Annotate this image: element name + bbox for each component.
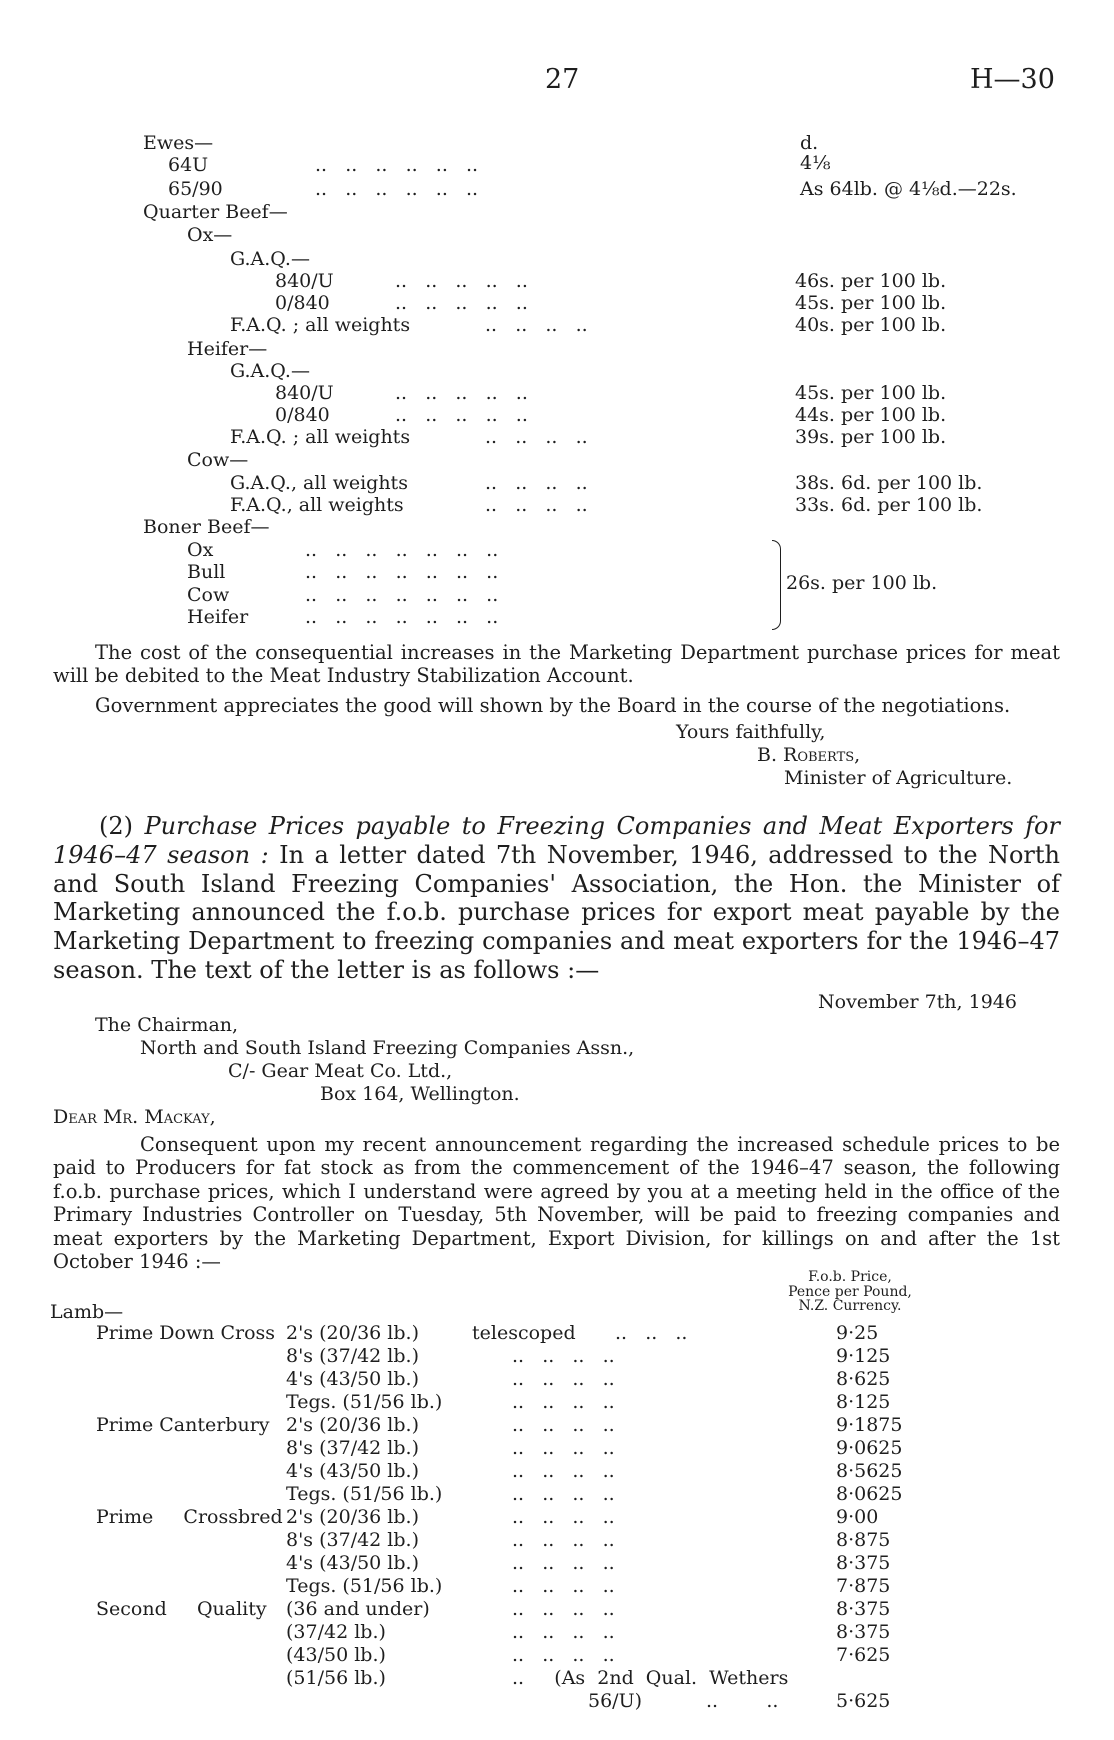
size-label: Tegs. (51/56 lb.) <box>286 1391 443 1413</box>
leader-dots: .. .. .. .. <box>512 1621 615 1643</box>
leader-dots: .. .. .. .. <box>485 494 588 516</box>
ewes-price: As 64lb. @ 4⅛d.—22s. <box>800 178 1017 200</box>
leader-dots: .. .. .. .. .. .. .. <box>305 606 499 628</box>
address-line: North and South Island Freezing Companies Assn., <box>140 1037 635 1059</box>
ewes-grade: 65/90 <box>168 178 223 200</box>
grade-label: F.A.Q. ; all weights <box>230 426 411 448</box>
grade-label: G.A.Q., all weights <box>230 472 408 494</box>
grouping-brace <box>772 540 781 630</box>
grade-label: 0/840 <box>275 404 330 426</box>
size-label: 2's (20/36 lb.) <box>286 1322 419 1344</box>
ewes-label: Ewes— <box>143 132 214 154</box>
size-label: (51/56 lb.) <box>286 1667 386 1689</box>
leader-dots: .. .. .. .. <box>512 1506 615 1528</box>
gaq-label: G.A.Q.— <box>230 248 310 270</box>
section-body: In a letter dated 7th November, 1946, addressed to the North and South Island Freezing Companies' Association, the Hon. the Minister of Marketing announced the f.o.b. purchase prices for export meat payable by the Marketing Department to freezing companies and meat exporters for the 1946–47 season. The text of the letter is as follows :— <box>53 840 1060 984</box>
leader-dots: .. .. .. .. <box>512 1644 615 1666</box>
address-line: Box 164, Wellington. <box>320 1083 520 1105</box>
signature-name: B. Roberts, <box>757 744 861 766</box>
lamb-label: Lamb— <box>50 1301 124 1323</box>
price-value: 9·25 <box>836 1322 879 1344</box>
size-label: 2's (20/36 lb.) <box>286 1414 419 1436</box>
price-value: 9·1875 <box>836 1414 903 1436</box>
price-value: 8·625 <box>836 1368 891 1390</box>
letter-paragraph: Government appreciates the good will shown by the Board in the course of the negotiations. <box>95 694 1011 717</box>
leader-dots: .. .. .. .. <box>512 1391 615 1413</box>
leader-dots: .. .. .. .. .. <box>395 382 528 404</box>
price-value: 45s. per 100 lb. <box>795 292 947 314</box>
size-label: (36 and under) <box>286 1598 430 1620</box>
leader-dots: .. .. .. .. .. .. <box>315 154 479 176</box>
leader-dots: .. .. .. .. <box>512 1529 615 1551</box>
leader-dots: .. .. .. .. .. <box>395 404 528 426</box>
column-header-line: N.Z. Currency. <box>798 1298 902 1315</box>
leader-dots: .. .. .. .. .. <box>395 270 528 292</box>
leader-dots: .. .. .. .. .. <box>395 292 528 314</box>
price-value: 38s. 6d. per 100 lb. <box>795 472 983 494</box>
column-header-line: F.o.b. Price, <box>808 1269 892 1285</box>
price-value: 5·625 <box>836 1690 891 1712</box>
quarter-beef-label: Quarter Beef— <box>143 201 288 223</box>
signature-title: Minister of Agriculture. <box>784 767 1013 789</box>
grade-label: 840/U <box>275 270 334 292</box>
grade-label: F.A.Q. ; all weights <box>230 314 411 336</box>
cow-label: Cow— <box>187 449 249 471</box>
leader-dots: .. .. .. .. <box>512 1414 615 1436</box>
price-value: 8·125 <box>836 1391 891 1413</box>
note: .. (As 2nd Qual. Wethers <box>512 1667 789 1689</box>
leader-dots: .. .. .. .. <box>512 1598 615 1620</box>
leader-dots: .. .. .. .. .. .. .. <box>305 539 499 561</box>
note: 56/U) <box>588 1690 643 1712</box>
leader-dots: .. .. .. .. <box>512 1368 615 1390</box>
leader-dots: .. .. .. .. .. .. <box>315 178 479 200</box>
price-value: 8·375 <box>836 1598 891 1620</box>
price-value: 33s. 6d. per 100 lb. <box>795 494 983 516</box>
ewes-price: 4⅛ <box>800 152 831 174</box>
price-value: 44s. per 100 lb. <box>795 404 947 426</box>
size-label: 4's (43/50 lb.) <box>286 1460 419 1482</box>
size-label: 8's (37/42 lb.) <box>286 1345 419 1367</box>
price-value: 8·875 <box>836 1529 891 1551</box>
size-label: 4's (43/50 lb.) <box>286 1552 419 1574</box>
leader-dots: .. .. .. .. <box>485 314 588 336</box>
boner-item: Bull <box>187 561 226 583</box>
price-value: 8·5625 <box>836 1460 903 1482</box>
group-name: Second Quality <box>96 1598 267 1620</box>
leader-dots: .. .. .. .. .. .. .. <box>305 584 499 606</box>
letter-closing: Yours faithfully, <box>676 721 826 743</box>
boner-price: 26s. per 100 lb. <box>786 572 938 594</box>
letter-paragraph: The cost of the consequential increases in the Marketing Department purchase prices for meat will be debited to the Meat Industry Stabilization Account. <box>53 641 1060 688</box>
price-value: 40s. per 100 lb. <box>795 314 947 336</box>
column-header-line: Pence per Pound, <box>788 1283 912 1300</box>
letter-date: November 7th, 1946 <box>818 991 1017 1013</box>
size-label: 8's (37/42 lb.) <box>286 1437 419 1459</box>
column-header <box>760 1270 940 1314</box>
group-name: Prime Crossbred <box>96 1506 283 1528</box>
boner-item: Ox <box>187 539 214 561</box>
leader-dots: .. .. .. <box>615 1322 688 1344</box>
page-number: 27 <box>545 64 580 95</box>
grade-label: F.A.Q., all weights <box>230 494 404 516</box>
section-number: (2) <box>99 812 133 840</box>
boner-beef-label: Boner Beef— <box>143 516 270 538</box>
leader-dots: .. .. .. .. <box>512 1460 615 1482</box>
section-heading: Purchase Prices payable to Freezing Companies and Meat Exporters for 1946–47 season : <box>53 812 1060 869</box>
price-value: 7·875 <box>836 1575 891 1597</box>
leader-dots: .. .. .. .. <box>512 1575 615 1597</box>
boner-item: Cow <box>187 584 230 606</box>
price-value: 9·00 <box>836 1506 879 1528</box>
price-value: 39s. per 100 lb. <box>795 426 947 448</box>
price-value: 45s. per 100 lb. <box>795 382 947 404</box>
group-name: Prime Canterbury <box>96 1414 270 1436</box>
price-value: 8·0625 <box>836 1483 903 1505</box>
document-reference: H—30 <box>970 64 1055 95</box>
price-value: 8·375 <box>836 1552 891 1574</box>
size-label: (43/50 lb.) <box>286 1644 386 1666</box>
group-name: Prime Down Cross <box>96 1322 276 1344</box>
size-label: 8's (37/42 lb.) <box>286 1529 419 1551</box>
price-value: 8·375 <box>836 1621 891 1643</box>
size-label: 2's (20/36 lb.) <box>286 1506 419 1528</box>
price-value: 7·625 <box>836 1644 891 1666</box>
address-line: C/- Gear Meat Co. Ltd., <box>228 1060 453 1082</box>
salutation: Dear Mr. Mackay, <box>53 1106 216 1128</box>
leader-dots: .. .. .. .. <box>512 1345 615 1367</box>
ox-label: Ox— <box>187 224 233 246</box>
leader-dots: .. .. .. .. .. .. .. <box>305 561 499 583</box>
note: telescoped <box>472 1322 576 1344</box>
unit-heading: d. <box>800 132 819 154</box>
price-value: 9·0625 <box>836 1437 903 1459</box>
leader-dots: .. .. .. .. <box>512 1483 615 1505</box>
price-value: 9·125 <box>836 1345 891 1367</box>
section-paragraph <box>53 812 1060 985</box>
size-label: (37/42 lb.) <box>286 1621 386 1643</box>
grade-label: 840/U <box>275 382 334 404</box>
size-label: 4's (43/50 lb.) <box>286 1368 419 1390</box>
price-value: 46s. per 100 lb. <box>795 270 947 292</box>
address-line: The Chairman, <box>95 1014 239 1036</box>
leader-dots: .. .. <box>706 1690 779 1712</box>
heifer-label: Heifer— <box>187 338 268 360</box>
size-label: Tegs. (51/56 lb.) <box>286 1575 443 1597</box>
gaq-label: G.A.Q.— <box>230 360 310 382</box>
leader-dots: .. .. .. .. <box>512 1552 615 1574</box>
leader-dots: .. .. .. .. <box>512 1437 615 1459</box>
ewes-grade: 64U <box>168 154 209 176</box>
grade-label: 0/840 <box>275 292 330 314</box>
boner-item: Heifer <box>187 606 249 628</box>
size-label: Tegs. (51/56 lb.) <box>286 1483 443 1505</box>
letter-body: Consequent upon my recent announcement regarding the increased schedule prices to be paid to Producers for fat stock as from the commencement of the 1946–47 season, the following f.o.b. purchase prices, which I understand were agreed by you at a meeting held in the office of the Primary Industries Controller on Tuesday, 5th November, will be paid to freezing companies and meat exporters by the Marketing Department, Export Division, for killings on and after the 1st October 1946 :— <box>53 1133 1060 1273</box>
leader-dots: .. .. .. .. <box>485 472 588 494</box>
leader-dots: .. .. .. .. <box>485 426 588 448</box>
